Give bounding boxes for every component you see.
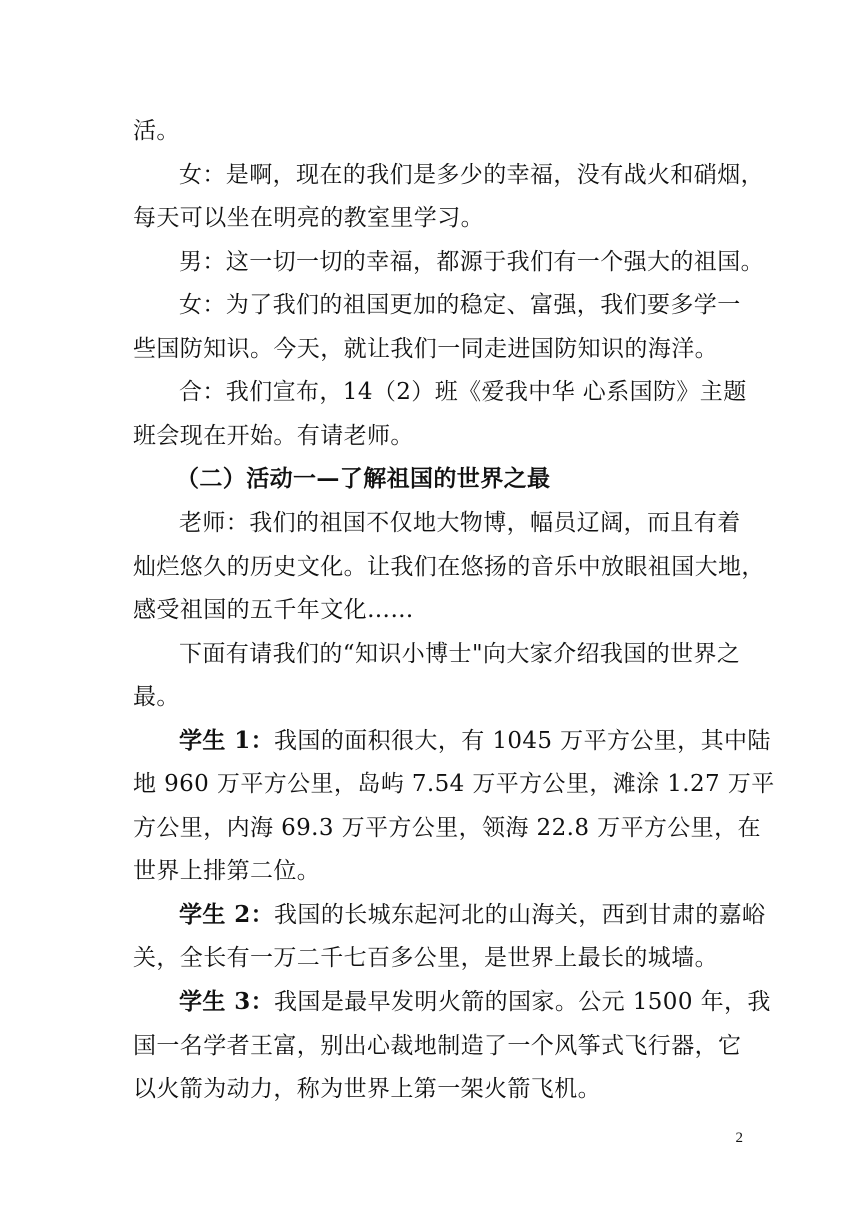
text-line: 灿烂悠久的历史文化。让我们在悠扬的音乐中放眼祖国大地， (133, 554, 765, 580)
text-line: 活。 (133, 118, 180, 144)
dialogue-teacher: 老师：我们的祖国不仅地大物博，幅员辽阔，而且有着 (179, 510, 741, 536)
student-1-text: 我国的面积很大，有 1045 万平方公里，其中陆 (274, 728, 771, 754)
student-3-paragraph (179, 987, 771, 1017)
dialogue-female-1: 女：是啊，现在的我们是多少的幸福，没有战火和硝烟， (179, 162, 764, 188)
student-1-paragraph (179, 726, 771, 756)
text-line: 最。 (133, 684, 180, 710)
text-line: 感受祖国的五千年文化…… (133, 597, 414, 623)
text-line: 地 960 万平方公里，岛屿 7.54 万平方公里，滩涂 1.27 万平 (133, 771, 775, 797)
intro-paragraph: 下面有请我们的“知识小博士"向大家介绍我国的世界之 (179, 641, 741, 667)
text-line: 世界上排第二位。 (133, 858, 321, 884)
student-2-paragraph (179, 900, 766, 930)
dialogue-male-1: 男：这一切一切的幸福，都源于我们有一个强大的祖国。 (179, 249, 764, 275)
student-2-text: 我国的长城东起河北的山海关，西到甘肃的嘉峪 (274, 902, 766, 928)
student-1-label: 学生 1： (179, 727, 275, 754)
student-3-text: 我国是最早发明火箭的国家。公元 1500 年，我 (274, 989, 771, 1015)
text-line: 每天可以坐在明亮的教室里学习。 (133, 205, 484, 231)
student-3-label: 学生 3： (179, 988, 275, 1015)
text-line: 国一名学者王富，别出心裁地制造了一个风筝式飞行器，它 (133, 1033, 742, 1059)
text-line: 关，全长有一万二千七百多公里，是世界上最长的城墙。 (133, 945, 718, 971)
text-line: 些国防知识。今天，就让我们一同走进国防知识的海洋。 (133, 336, 718, 362)
text-line: 班会现在开始。有请老师。 (133, 423, 414, 449)
page-number: 2 (735, 1130, 743, 1146)
text-line: 以火箭为动力，称为世界上第一架火箭飞机。 (133, 1076, 601, 1102)
text-line: 方公里，内海 69.3 万平方公里，领海 22.8 万平方公里，在 (133, 815, 761, 841)
student-2-label: 学生 2： (179, 901, 275, 928)
section-heading: （二）活动一—了解祖国的世界之最 (176, 465, 551, 492)
dialogue-female-2: 女：为了我们的祖国更加的稳定、富强，我们要多学一 (179, 292, 741, 318)
dialogue-together: 合：我们宣布，14（2）班《爱我中华 心系国防》主题 (179, 379, 747, 405)
